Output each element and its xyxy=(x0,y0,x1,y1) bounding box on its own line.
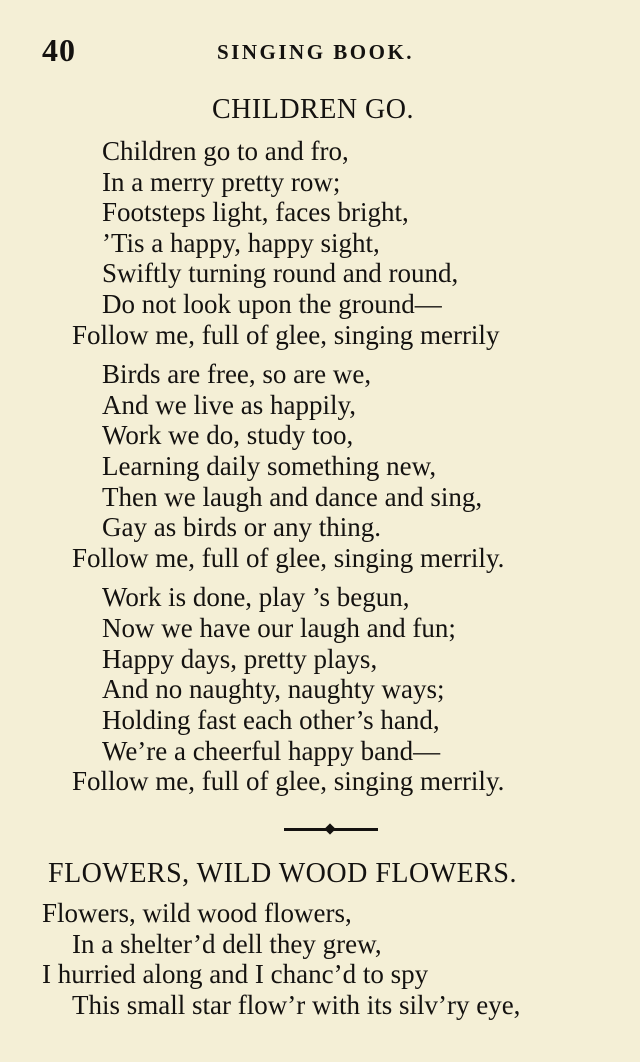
section-divider-ornament xyxy=(284,822,378,838)
refrain-line: Follow me, full of glee, singing merrily xyxy=(72,320,500,350)
divider-rule-left xyxy=(284,828,324,831)
book-title: SINGING BOOK. xyxy=(217,40,415,64)
verse-line: And no naughty, naughty ways; xyxy=(102,674,445,704)
divider-rule-right xyxy=(334,828,378,831)
verse-line: Children go to and fro, xyxy=(102,136,349,166)
verse-line: Footsteps light, faces bright, xyxy=(102,197,409,227)
page-number: 40 xyxy=(42,32,76,68)
verse-line: We’re a cheerful happy band— xyxy=(102,736,441,766)
verse-line: This small star flow’r with its silv’ry eye, xyxy=(72,990,521,1020)
verse-line: Work is done, play ’s begun, xyxy=(102,582,410,612)
verse-line: Happy days, pretty plays, xyxy=(102,644,378,674)
verse-line: Work we do, study too, xyxy=(102,420,354,450)
verse-line: In a shelter’d dell they grew, xyxy=(72,929,382,959)
song-title-children-go: CHILDREN GO. xyxy=(212,94,414,125)
song-title-flowers: FLOWERS, WILD WOOD FLOWERS. xyxy=(48,858,518,889)
verse-line: In a merry pretty row; xyxy=(102,167,341,197)
verse-line: Swiftly turning round and round, xyxy=(102,258,459,288)
refrain-line: Follow me, full of glee, singing merrily. xyxy=(72,543,505,573)
verse-line: I hurried along and I chanc’d to spy xyxy=(42,959,429,989)
verse-line: Do not look upon the ground— xyxy=(102,289,442,319)
verse-line: Gay as birds or any thing. xyxy=(102,512,381,542)
running-head xyxy=(0,30,640,70)
verse-line: Birds are free, so are we, xyxy=(102,359,372,389)
verse-line: Flowers, wild wood flowers, xyxy=(42,898,352,928)
verse-line: Then we laugh and dance and sing, xyxy=(102,482,483,512)
verse-line: And we live as happily, xyxy=(102,390,356,420)
verse-line: Holding fast each other’s hand, xyxy=(102,705,440,735)
verse-line: Learning daily something new, xyxy=(102,451,437,481)
verse-line: ’Tis a happy, happy sight, xyxy=(102,228,380,258)
verse-line: Now we have our laugh and fun; xyxy=(102,613,456,643)
refrain-line: Follow me, full of glee, singing merrily. xyxy=(72,766,505,796)
